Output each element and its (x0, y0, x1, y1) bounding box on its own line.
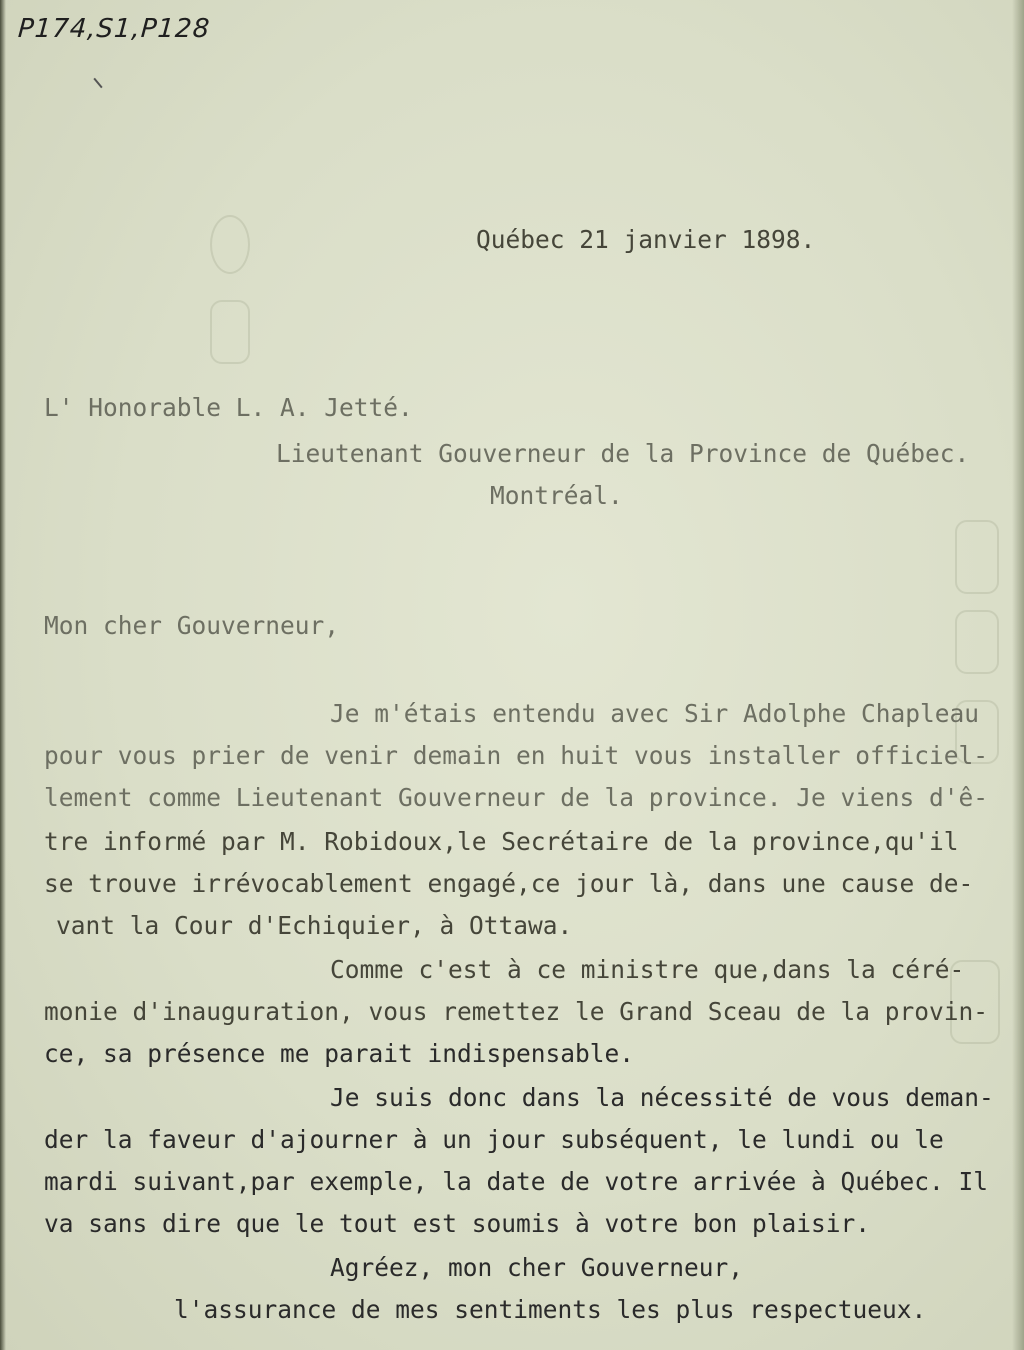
recipient-name: L' Honorable L. A. Jetté. (44, 393, 413, 422)
bleed-through-mark (210, 300, 250, 364)
body-line: ce, sa présence me parait indispensable. (44, 1039, 635, 1068)
page-left-edge-shadow (0, 0, 6, 1350)
body-line: Comme c'est à ce ministre que,dans la céré- (330, 955, 965, 984)
body-line: pour vous prier de venir demain en huit vous installer officiel- (44, 741, 989, 770)
letter-date: Québec 21 janvier 1898. (476, 225, 816, 254)
body-line: vant la Cour d'Echiquier, à Ottawa. (56, 911, 573, 940)
body-line: Je m'étais entendu avec Sir Adolphe Chapleau (330, 699, 980, 728)
salutation: Mon cher Gouverneur, (44, 611, 340, 640)
body-line: va sans dire que le tout est soumis à votre bon plaisir. (44, 1209, 871, 1238)
body-line: mardi suivant,par exemple, la date de votre arrivée à Québec. Il (44, 1167, 989, 1196)
body-line: se trouve irrévocablement engagé,ce jour là, dans une cause de- (44, 869, 974, 898)
closing-line: l'assurance de mes sentiments les plus respectueux. (174, 1295, 927, 1324)
body-line: der la faveur d'ajourner à un jour subséquent, le lundi ou le (44, 1125, 944, 1154)
page-right-edge-shadow (1012, 0, 1024, 1350)
archive-reference: P174,S1,P128 (16, 14, 212, 44)
pencil-mark (93, 78, 102, 88)
recipient-title: Lieutenant Gouverneur de la Province de Québec. (276, 439, 970, 468)
body-line: Je suis donc dans la nécessité de vous deman- (330, 1083, 994, 1112)
bleed-through-mark (210, 215, 250, 274)
bleed-through-mark (955, 610, 999, 674)
body-line: lement comme Lieutenant Gouverneur de la province. Je viens d'ê- (44, 783, 989, 812)
closing-line: Agréez, mon cher Gouverneur, (330, 1253, 744, 1282)
bleed-through-mark (955, 520, 999, 594)
recipient-city: Montréal. (490, 481, 623, 510)
body-line: tre informé par M. Robidoux,le Secrétaire de la province,qu'il (44, 827, 959, 856)
body-line: monie d'inauguration, vous remettez le Grand Sceau de la provin- (44, 997, 989, 1026)
